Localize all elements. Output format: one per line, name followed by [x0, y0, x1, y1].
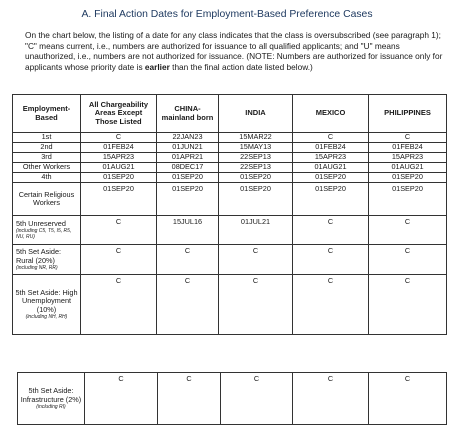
category-cell: Other Workers — [13, 163, 81, 173]
category-cell: 1st — [13, 133, 81, 143]
category-label: 5th Set Aside: Rural (20%) — [16, 247, 62, 265]
table-row — [13, 133, 447, 143]
value-cell: C — [221, 373, 293, 425]
value-cell: C — [293, 133, 369, 143]
category-cell — [13, 216, 81, 245]
table-header-row — [13, 95, 447, 133]
table-row — [13, 183, 447, 216]
category-note: (including NR, RR) — [16, 264, 58, 271]
value-cell: 15MAR22 — [219, 133, 293, 143]
value-cell: C — [158, 373, 221, 425]
table-row — [13, 216, 447, 245]
value-cell: 01SEP20 — [293, 173, 369, 183]
table-row — [13, 275, 447, 335]
value-cell: 15APR23 — [293, 153, 369, 163]
value-cell: 15JUL16 — [157, 216, 219, 245]
value-cell: 01SEP20 — [293, 183, 369, 216]
value-cell: 01FEB24 — [369, 143, 447, 153]
value-cell: 01SEP20 — [81, 183, 157, 216]
header-cell: INDIA — [219, 95, 293, 133]
value-cell: C — [157, 275, 219, 335]
value-cell: C — [369, 133, 447, 143]
value-cell: 01APR21 — [157, 153, 219, 163]
value-cell: C — [369, 373, 447, 425]
value-cell: C — [81, 275, 157, 335]
infrastructure-table — [17, 372, 447, 425]
value-cell: 15MAY13 — [219, 143, 293, 153]
header-cell: PHILIPPINES — [369, 95, 447, 133]
table-row — [13, 173, 447, 183]
intro-text-part1: On the chart below, the listing of a date for any class indicates that the class is oversubscribed (see paragraph 1); "C" means current, i.e., numbers are authorized for issuance to all qualified applicants; and "U" means unauthorized, i.e., numbers are not authorized for issuance. (NOTE: Numbers are authorized for issuance only for applicants whose priority date is — [25, 30, 443, 72]
table-row — [13, 143, 447, 153]
category-cell — [18, 373, 85, 425]
value-cell: 01JUL21 — [219, 216, 293, 245]
table-row — [13, 245, 447, 275]
category-label: 5th Set Aside: High Unemployment (10%) — [15, 287, 78, 314]
value-cell: C — [157, 245, 219, 275]
category-note: (including C5, T5, I5, R5, NU, RU) — [16, 228, 72, 241]
category-cell — [13, 245, 81, 275]
header-cell: Employment-Based — [13, 95, 81, 133]
value-cell: 01SEP20 — [369, 183, 447, 216]
value-cell: C — [369, 245, 447, 275]
value-cell: 01SEP20 — [157, 173, 219, 183]
value-cell: C — [219, 275, 293, 335]
category-note: (including RI) — [36, 403, 66, 410]
value-cell: 01AUG21 — [81, 163, 157, 173]
section-title: A. Final Action Dates for Employment-Based Preference Cases — [81, 9, 373, 20]
value-cell: C — [293, 275, 369, 335]
intro-paragraph — [25, 30, 450, 72]
value-cell: C — [293, 216, 369, 245]
value-cell: 01SEP20 — [157, 183, 219, 216]
category-cell: 2nd — [13, 143, 81, 153]
value-cell: 22JAN23 — [157, 133, 219, 143]
category-label: 5th Unreserved — [16, 218, 66, 228]
intro-bold-word: earlier — [144, 61, 170, 72]
value-cell: C — [369, 216, 447, 245]
value-cell: 01FEB24 — [81, 143, 157, 153]
value-cell: 01SEP20 — [81, 173, 157, 183]
value-cell: C — [293, 373, 369, 425]
category-cell: 4th — [13, 173, 81, 183]
header-cell: MEXICO — [293, 95, 369, 133]
category-note: (including NH, RH) — [25, 314, 68, 321]
value-cell: 01SEP20 — [219, 183, 293, 216]
value-cell: 01AUG21 — [293, 163, 369, 173]
header-cell: CHINA-mainland born — [157, 95, 219, 133]
value-cell: 01AUG21 — [369, 163, 447, 173]
table-row — [13, 153, 447, 163]
value-cell: 22SEP13 — [219, 163, 293, 173]
category-label: 5th Set Aside: Infrastructure (2%) — [20, 386, 82, 404]
value-cell: C — [293, 245, 369, 275]
value-cell: C — [85, 373, 158, 425]
category-cell: Certain Religious Workers — [13, 183, 81, 216]
final-action-dates-table — [12, 94, 447, 335]
value-cell: 15APR23 — [81, 153, 157, 163]
value-cell: 01SEP20 — [369, 173, 447, 183]
value-cell: C — [219, 245, 293, 275]
value-cell: 15APR23 — [369, 153, 447, 163]
value-cell: C — [81, 133, 157, 143]
category-cell — [13, 275, 81, 335]
value-cell: 01JUN21 — [157, 143, 219, 153]
value-cell: C — [81, 216, 157, 245]
value-cell: 22SEP13 — [219, 153, 293, 163]
category-cell: 3rd — [13, 153, 81, 163]
value-cell: 01SEP20 — [219, 173, 293, 183]
table-row — [18, 373, 447, 425]
value-cell: 01FEB24 — [293, 143, 369, 153]
value-cell: C — [369, 275, 447, 335]
table-row — [13, 163, 447, 173]
value-cell: 08DEC17 — [157, 163, 219, 173]
header-cell: All Chargeability Areas Except Those Listed — [81, 95, 157, 133]
intro-text-part2: than the final action date listed below.) — [169, 61, 313, 72]
value-cell: C — [81, 245, 157, 275]
